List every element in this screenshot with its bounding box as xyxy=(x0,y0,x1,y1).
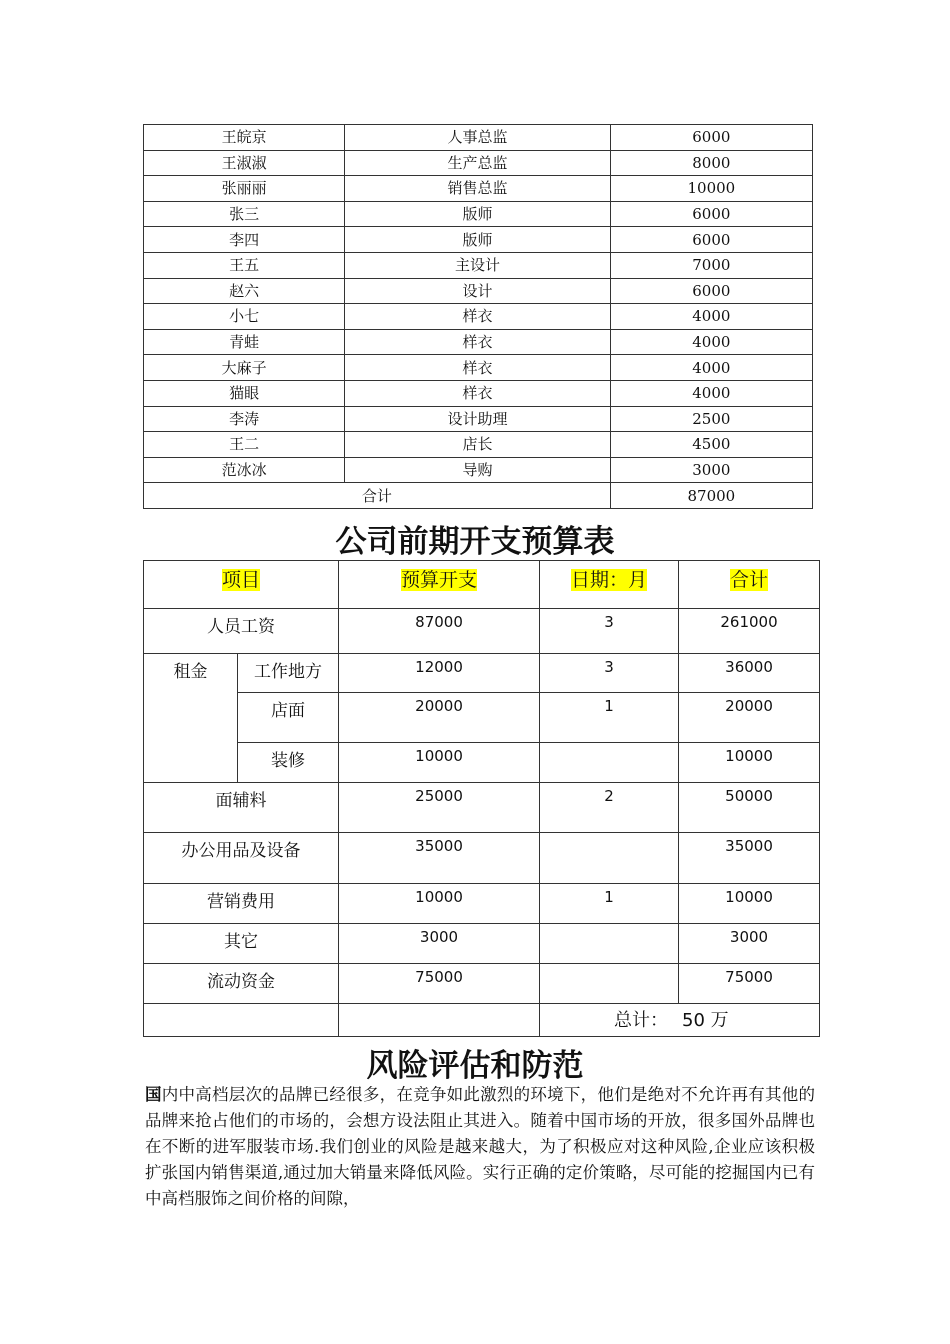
salary-position-cell: 设计 xyxy=(345,278,610,304)
header-cell-item: 项目 xyxy=(144,561,339,609)
row-label: 流动资金 xyxy=(144,964,339,1004)
paragraph-text: 内中高档层次的品牌已经很多，在竞争如此激烈的环境下，他们是绝对不允许再有其他的品牌来抢占他们的市场的，会想方设法阻止其进入。随着中国市场的开放，很多国外品牌也在不断的进军服装市场.我们创业的风险是越来越大，为了积极应对这种风险,企业应该积极扩张国内销售渠道,通过加大销量来降低风险。实行正确的定价策略，尽可能的挖掘国内已有中高档服饰之间价格的间隙， xyxy=(145,1085,816,1208)
row-total: 20000 xyxy=(679,693,820,743)
budget-row-rent-store xyxy=(144,693,820,743)
empty-cell xyxy=(339,1004,540,1037)
row-budget: 3000 xyxy=(339,924,540,964)
budget-row-rent-decor xyxy=(144,743,820,783)
salary-row xyxy=(144,457,813,483)
salary-position-cell: 设计助理 xyxy=(345,406,610,432)
row-months: 2 xyxy=(540,783,679,833)
grand-total-cell xyxy=(540,1004,820,1037)
salary-amount-cell: 6000 xyxy=(610,278,812,304)
row-total: 10000 xyxy=(679,884,820,924)
row-total: 261000 xyxy=(679,609,820,654)
salary-row xyxy=(144,304,813,330)
row-label: 装修 xyxy=(238,743,339,783)
salary-row xyxy=(144,380,813,406)
salary-row xyxy=(144,432,813,458)
salary-row xyxy=(144,201,813,227)
salary-name-cell: 张三 xyxy=(144,201,345,227)
salary-table xyxy=(143,124,813,509)
paragraph-lead-char: 国 xyxy=(145,1085,162,1104)
salary-position-cell: 样衣 xyxy=(345,304,610,330)
budget-row-rent-work xyxy=(144,654,820,693)
header-cell-budget: 预算开支 xyxy=(339,561,540,609)
row-months xyxy=(540,924,679,964)
row-months: 1 xyxy=(540,693,679,743)
salary-position-cell: 版师 xyxy=(345,227,610,253)
row-budget: 10000 xyxy=(339,743,540,783)
row-label: 人员工资 xyxy=(144,609,339,654)
header-cell-total: 合计 xyxy=(679,561,820,609)
row-months: 1 xyxy=(540,884,679,924)
salary-position-cell: 样衣 xyxy=(345,355,610,381)
salary-amount-cell: 6000 xyxy=(610,201,812,227)
salary-name-cell: 大麻子 xyxy=(144,355,345,381)
salary-amount-cell: 4000 xyxy=(610,304,812,330)
salary-name-cell: 赵六 xyxy=(144,278,345,304)
salary-name-cell: 范冰冰 xyxy=(144,457,345,483)
row-budget: 35000 xyxy=(339,833,540,884)
salary-position-cell: 生产总监 xyxy=(345,150,610,176)
row-total: 10000 xyxy=(679,743,820,783)
salary-row xyxy=(144,355,813,381)
salary-row xyxy=(144,125,813,151)
row-total: 36000 xyxy=(679,654,820,693)
salary-amount-cell: 3000 xyxy=(610,457,812,483)
empty-cell xyxy=(144,1004,339,1037)
salary-total-value: 87000 xyxy=(610,483,812,509)
budget-row xyxy=(144,924,820,964)
row-months xyxy=(540,833,679,884)
row-months xyxy=(540,964,679,1004)
row-budget: 25000 xyxy=(339,783,540,833)
row-label: 店面 xyxy=(238,693,339,743)
salary-amount-cell: 7000 xyxy=(610,252,812,278)
grand-total-label: 总计： xyxy=(614,1010,669,1031)
salary-row xyxy=(144,406,813,432)
salary-position-cell: 样衣 xyxy=(345,380,610,406)
budget-row xyxy=(144,884,820,924)
row-total: 75000 xyxy=(679,964,820,1004)
row-label: 面辅料 xyxy=(144,783,339,833)
salary-row xyxy=(144,329,813,355)
salary-position-cell: 版师 xyxy=(345,201,610,227)
salary-total-label: 合计 xyxy=(144,483,611,509)
salary-name-cell: 王二 xyxy=(144,432,345,458)
salary-row xyxy=(144,252,813,278)
salary-amount-cell: 4000 xyxy=(610,355,812,381)
salary-name-cell: 猫眼 xyxy=(144,380,345,406)
salary-name-cell: 李四 xyxy=(144,227,345,253)
row-budget: 20000 xyxy=(339,693,540,743)
risk-paragraph xyxy=(145,1082,815,1212)
row-budget: 10000 xyxy=(339,884,540,924)
budget-row xyxy=(144,783,820,833)
row-label: 办公用品及设备 xyxy=(144,833,339,884)
budget-row-personnel xyxy=(144,609,820,654)
salary-amount-cell: 8000 xyxy=(610,150,812,176)
rent-label: 租金 xyxy=(144,654,238,783)
salary-position-cell: 店长 xyxy=(345,432,610,458)
budget-row xyxy=(144,964,820,1004)
salary-name-cell: 青蛙 xyxy=(144,329,345,355)
salary-name-cell: 王淑淑 xyxy=(144,150,345,176)
row-budget: 87000 xyxy=(339,609,540,654)
row-budget: 75000 xyxy=(339,964,540,1004)
salary-amount-cell: 4000 xyxy=(610,380,812,406)
salary-amount-cell: 10000 xyxy=(610,176,812,202)
budget-title: 公司前期开支预算表 xyxy=(335,524,615,560)
salary-row xyxy=(144,176,813,202)
row-budget: 12000 xyxy=(339,654,540,693)
salary-row xyxy=(144,150,813,176)
salary-amount-cell: 4000 xyxy=(610,329,812,355)
salary-total-row xyxy=(144,483,813,509)
salary-row xyxy=(144,278,813,304)
grand-total-value: 50 万 xyxy=(682,1010,729,1031)
salary-amount-cell: 6000 xyxy=(610,125,812,151)
row-total: 3000 xyxy=(679,924,820,964)
row-label: 工作地方 xyxy=(238,654,339,693)
row-total: 35000 xyxy=(679,833,820,884)
row-label: 营销费用 xyxy=(144,884,339,924)
salary-name-cell: 李涛 xyxy=(144,406,345,432)
salary-position-cell: 销售总监 xyxy=(345,176,610,202)
salary-name-cell: 张丽丽 xyxy=(144,176,345,202)
salary-row xyxy=(144,227,813,253)
salary-name-cell: 王皖京 xyxy=(144,125,345,151)
row-months: 3 xyxy=(540,654,679,693)
salary-name-cell: 小七 xyxy=(144,304,345,330)
row-total: 50000 xyxy=(679,783,820,833)
row-months xyxy=(540,743,679,783)
salary-amount-cell: 4500 xyxy=(610,432,812,458)
budget-header-row xyxy=(144,561,820,609)
row-label: 其它 xyxy=(144,924,339,964)
row-months: 3 xyxy=(540,609,679,654)
salary-name-cell: 王五 xyxy=(144,252,345,278)
header-cell-months: 日期：月 xyxy=(540,561,679,609)
salary-position-cell: 样衣 xyxy=(345,329,610,355)
salary-position-cell: 导购 xyxy=(345,457,610,483)
salary-position-cell: 主设计 xyxy=(345,252,610,278)
salary-position-cell: 人事总监 xyxy=(345,125,610,151)
budget-grand-total-row xyxy=(144,1004,820,1037)
risk-title: 风险评估和防范 xyxy=(366,1048,584,1084)
salary-amount-cell: 2500 xyxy=(610,406,812,432)
budget-table xyxy=(143,560,820,1037)
budget-row xyxy=(144,833,820,884)
salary-amount-cell: 6000 xyxy=(610,227,812,253)
